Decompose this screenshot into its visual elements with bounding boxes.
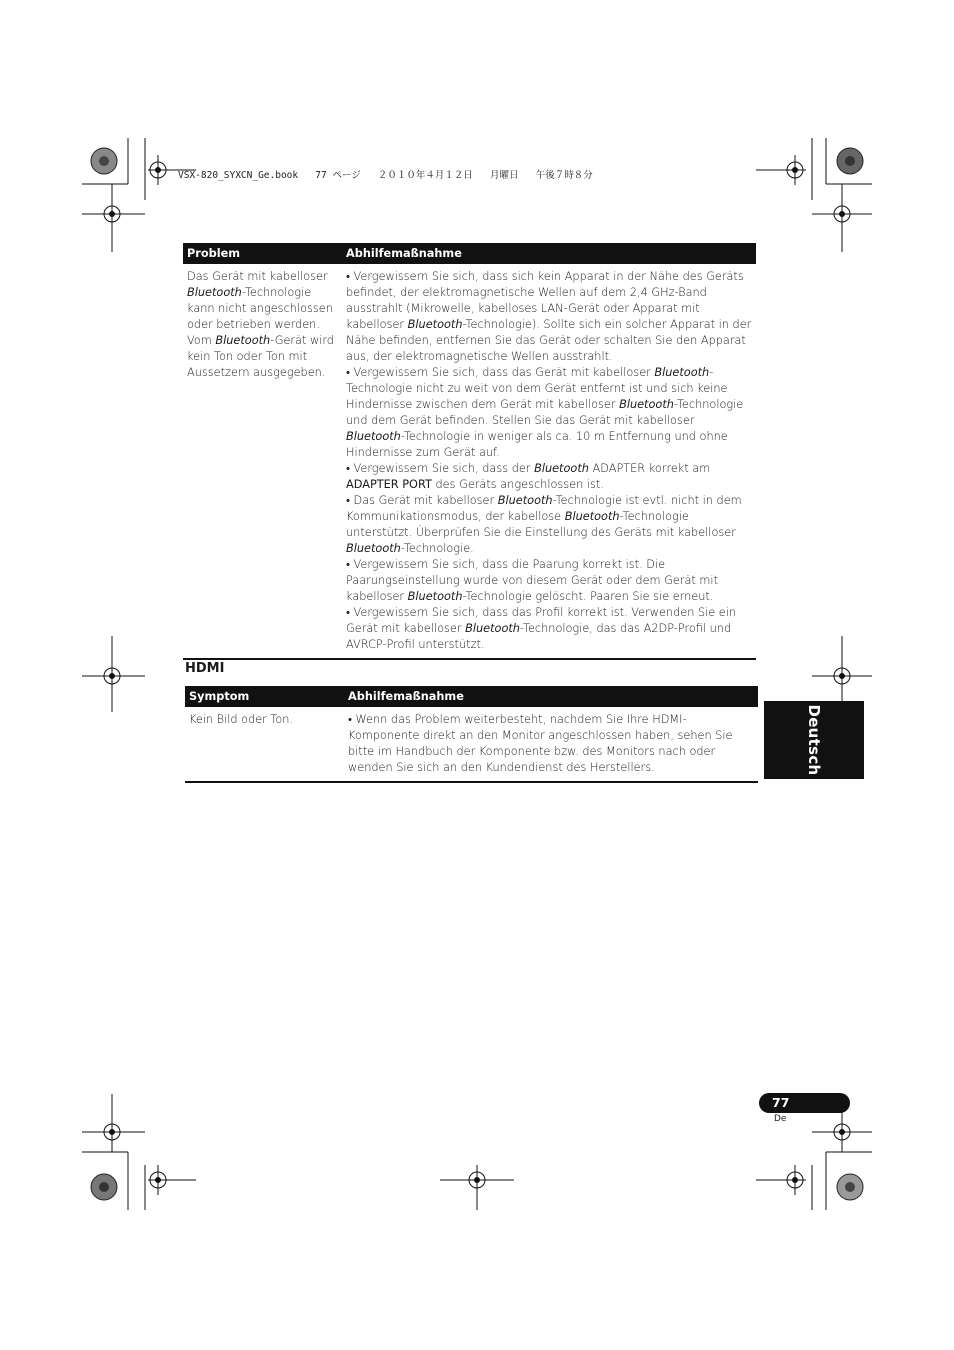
remedy-bullet: • Vergewissern Sie sich, dass sich kein Apparat in der Nähe des Geräts befindet, der elektromagnetische Wellen auf dem 2,4 GHz-Band ausstrahlt (Mikrowelle, kabelloses LAN-Gerät oder Apparat mit kabelloser Bluetooth-Technologie). Sollte sich ein solcher Apparat in der Nähe befinden, entfernen Sie das Gerät oder schalten Sie den Apparat aus, der elektromagnetische Wellen ausstrahlt. bbox=[346, 270, 752, 363]
column-header-problem: Problem bbox=[183, 243, 342, 264]
remedy-cell bbox=[342, 264, 756, 659]
print-header: VSX-820_SYXCN_Ge.book 77 ページ ２０１０年４月１２日 月曜日 午後７時８分 bbox=[178, 170, 593, 181]
page-number-badge bbox=[759, 1093, 850, 1113]
troubleshooting-table-bluetooth bbox=[183, 243, 756, 660]
column-header-remedy: Abhilfemaßnahme bbox=[344, 686, 758, 707]
troubleshooting-table-hdmi bbox=[185, 686, 758, 783]
table-row bbox=[185, 707, 758, 782]
remedy-bullet: • Vergewissern Sie sich, dass der Bluetooth ADAPTER korrekt am ADAPTER PORT des Geräts angeschlossen ist. bbox=[346, 462, 711, 491]
remedy-bullet: • Vergewissern Sie sich, dass das Gerät mit kabelloser Bluetooth-Technologie nicht zu weit von dem Gerät entfernt ist und sich keine Hindernisse zwischen dem Gerät mit kabelloser Bluetooth-Technologie und dem Gerät befinden. Stellen Sie das Gerät mit kabelloser Bluetooth-Technologie in weniger als ca. 10 m Entfernung und ohne Hindernisse zum Gerät auf. bbox=[346, 366, 744, 459]
remedy-cell: • Wenn das Problem weiterbesteht, nachdem Sie Ihre HDMI-Komponente direkt an den Monitor angeschlossen haben, sehen Sie bitte im Handbuch der Komponente bzw. des Monitors nach oder wenden Sie sich an den Kundendienst des Herstellers. bbox=[344, 707, 758, 782]
page-language-code: De bbox=[774, 1114, 787, 1124]
remedy-bullet: • Das Gerät mit kabelloser Bluetooth-Technologie ist evtl. nicht in dem Kommunikationsmodus, der kabellose Bluetooth-Technologie unterstützt. Überprüfen Sie die Einstellung des Geräts mit kabelloser Bluetooth-Technologie. bbox=[346, 494, 742, 555]
problem-cell: Das Gerät mit kabelloser Bluetooth-Technologie kann nicht angeschlossen oder betrieben werden. Vom Bluetooth-Gerät wird kein Ton oder Ton mit Aussetzern ausgegeben. bbox=[183, 264, 342, 659]
page-number: 77 bbox=[772, 1095, 790, 1110]
remedy-bullet: • Vergewissern Sie sich, dass das Profil korrekt ist. Verwenden Sie ein Gerät mit kabelloser Bluetooth-Technologie, das das A2DP-Profil und AVRCP-Profil unterstützt. bbox=[346, 606, 737, 651]
column-header-symptom: Symptom bbox=[185, 686, 344, 707]
language-tab-label: Deutsch bbox=[805, 704, 823, 776]
section-title-hdmi: HDMI bbox=[185, 661, 225, 676]
symptom-cell: Kein Bild oder Ton. bbox=[185, 707, 344, 782]
table-row bbox=[183, 264, 756, 659]
language-tab bbox=[764, 701, 864, 779]
remedy-bullet: • Vergewissern Sie sich, dass die Paarung korrekt ist. Die Paarungseinstellung wurde von diesem Gerät oder dem Gerät mit kabelloser Bluetooth-Technologie gelöscht. Paaren Sie sie erneut. bbox=[346, 558, 718, 603]
column-header-remedy: Abhilfemaßnahme bbox=[342, 243, 756, 264]
